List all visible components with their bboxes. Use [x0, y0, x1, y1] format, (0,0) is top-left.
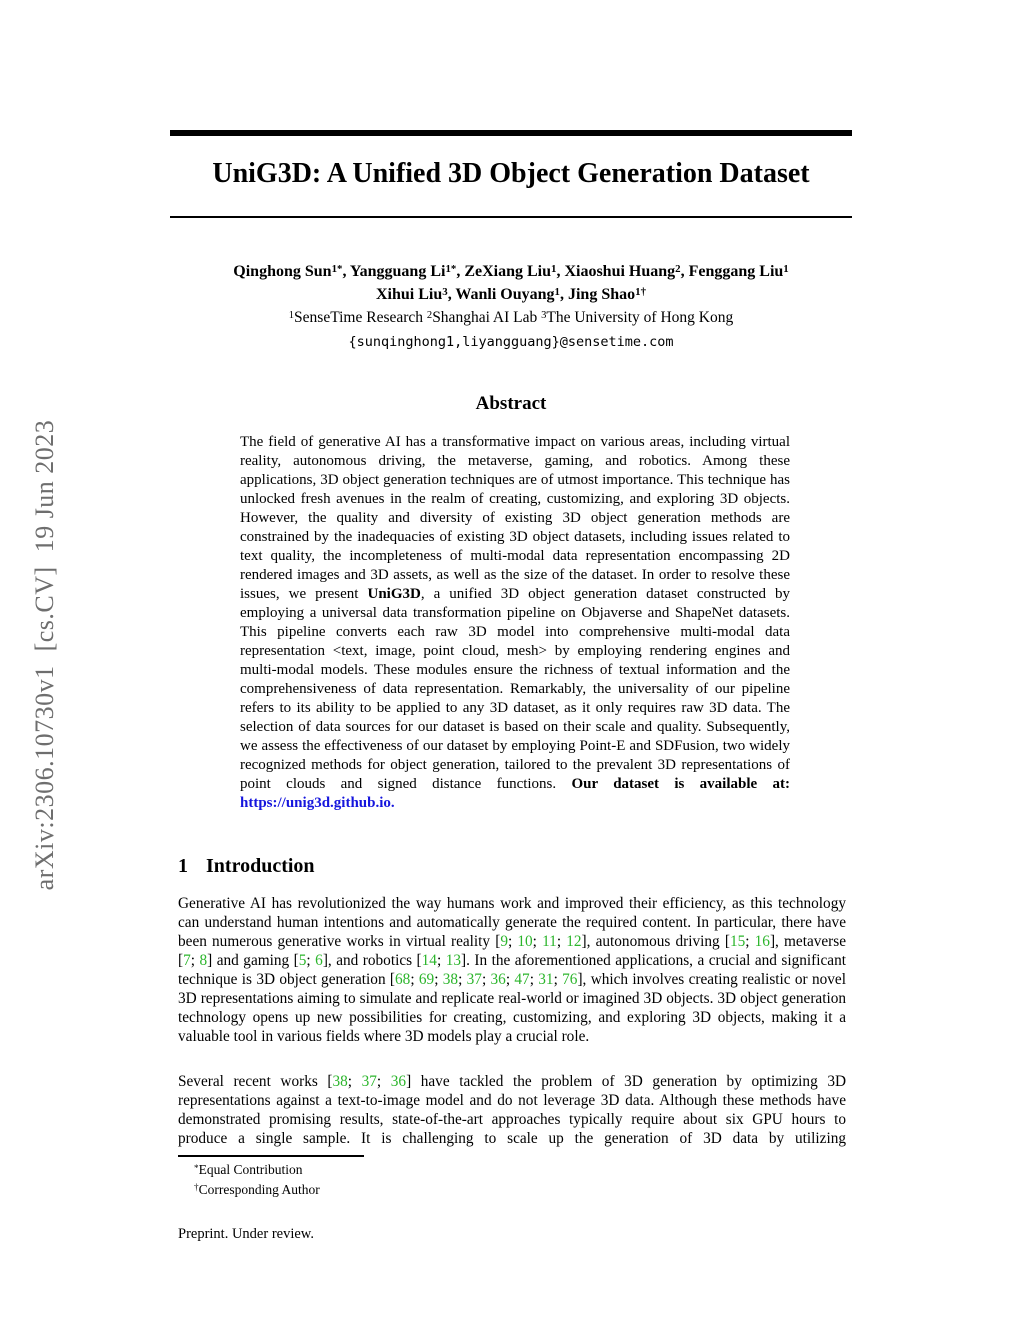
citation-ref[interactable]: 10 — [517, 933, 533, 950]
title-rule-bottom — [170, 216, 852, 218]
title-rule-top — [170, 130, 852, 136]
citation-ref[interactable]: 37 — [361, 1073, 377, 1090]
citation-ref[interactable]: 11 — [542, 933, 557, 950]
citation-ref[interactable]: 12 — [566, 933, 582, 950]
citation-ref[interactable]: 8 — [199, 952, 208, 969]
citation-ref[interactable]: 36 — [490, 971, 506, 988]
footnote-equal-contribution: *Equal Contribution — [194, 1162, 303, 1177]
citation-ref[interactable]: 47 — [514, 971, 530, 988]
citation-ref[interactable]: 68 — [395, 971, 411, 988]
footnote-rule — [178, 1155, 364, 1157]
email-line: {sunqinghong1,liyangguang}@sensetime.com — [348, 334, 674, 350]
dataset-link[interactable]: https://unig3d.github.io. — [240, 795, 395, 811]
citation-ref[interactable]: 13 — [445, 952, 461, 969]
intro-paragraph-2: Several recent works [38; 37; 36] have tackled the problem of 3D generation by optimizing 3D representations against a text-to-image model and do not leverage 3D data. Although these methods have demonstrated promising results, state-of-the-art approaches typically require about six GPU hours to produce a single sample. It is challenging to scale up the generation of 3D data by utilizing — [178, 1073, 847, 1147]
author-block — [130, 261, 892, 353]
citation-ref[interactable]: 37 — [466, 971, 482, 988]
authors-line-1: Qinghong Sun$^{1*}$, Yangguang $Li^{1*}$, ZeXiang Liu$^1$, Xiaoshui Huang$^2$, Fenggang Liu$^1$ — [233, 262, 789, 280]
citation-ref[interactable]: 5 — [298, 952, 307, 969]
page-title: UniG3D: A Unified 3D Object Generation Dataset — [212, 158, 810, 189]
footnote-block — [178, 1161, 678, 1200]
citation-ref[interactable]: 15 — [729, 933, 746, 950]
authors-line-2: Xihui Liu$^3$, Wanli Ouyang$^1$, Jing Shao$^{1\dagger}$ — [375, 285, 646, 303]
preprint-notice: Preprint. Under review. — [178, 1226, 314, 1242]
citation-ref[interactable]: 38 — [442, 971, 459, 988]
citation-ref[interactable]: 36 — [390, 1073, 407, 1090]
citation-ref[interactable]: 31 — [538, 971, 554, 988]
citation-ref[interactable]: 14 — [421, 952, 437, 969]
affiliations-line: $^1$SenseTime Research $^2$Shanghai AI Lab $^3$The University of Hong Kong — [288, 309, 734, 326]
abstract-heading: Abstract — [475, 393, 547, 414]
citation-ref[interactable]: 6 — [315, 952, 323, 969]
abstract-body: The field of generative AI has a transformative impact on various areas, including virtual reality, autonomous driving, the metaverse, gaming, and robotics. Among these applications, 3D object generation techniques are of utmost importance. This technique has unlocked fresh avenues in the realm of creating, customizing, and exploring 3D objects. However, the quality and diversity of existing 3D object generation methods are constrained by the inadequacies of existing 3D object datasets, including issues related to text quality, the incompleteness of multi-modal data representation encompassing 2D rendered images and 3D assets, as well as the size of the dataset. In order to resolve these issues, we present UniG3D, a unified 3D object generation dataset constructed by employing a universal data transformation pipeline on Objaverse and ShapeNet datasets. This pipeline converts each raw 3D model into comprehensive multi-modal data representation <text, image, point cloud, mesh> by employing rendering engines and multi-modal models. These modules ensure the richness of textual information and the comprehensiveness of data representation. Remarkably, the universality of our pipeline refers to its ability to be applied to any 3D dataset, as it only requires raw 3D data. The selection of data sources for our dataset is based on their scale and quality. Subsequently, we assess the effectiveness of our dataset by employing Point-E and SDFusion, two widely recognized methods for object generation, tailored to the prevalent 3D representations of point clouds and signed distance functions. Our dataset is available at: https://unig3d.github.io. — [240, 434, 791, 811]
citation-ref[interactable]: 7 — [183, 952, 191, 969]
section-1-heading — [178, 855, 315, 878]
section-title: Introduction — [206, 855, 315, 877]
citation-ref[interactable]: 69 — [418, 971, 435, 988]
citation-ref[interactable]: 16 — [754, 933, 770, 950]
citation-ref[interactable]: 9 — [500, 933, 508, 950]
citation-ref[interactable]: 38 — [332, 1073, 348, 1090]
intro-paragraph-1: Generative AI has revolutionized the way humans work and improved their efficiency, as this technology can understand human intentions and automatically generate the required content. In particular, there have been numerous generative works in virtual reality [9; 10; 11; 12], autonomous driving [15; 16], metaverse [7; 8] and gaming [5; 6], and robotics [14; 13]. In the aforementioned applications, a crucial and significant technique is 3D object generation [68; 69; 38; 37; 36; 47; 31; 76], which involves creating realistic or novel 3D representations aiming to simulate and replicate real-world or imagined 3D objects. 3D object generation technology opens up new possibilities for creating, customizing, and exploring 3D objects, making it a valuable tool in various fields where 3D models play a crucial role. — [178, 895, 847, 1045]
footnote-corresponding-author: †Corresponding Author — [194, 1181, 320, 1197]
section-number: 1 — [178, 855, 188, 877]
arxiv-watermark: arXiv:2306.10730v1 [cs.CV] 19 Jun 2023 — [30, 419, 59, 891]
citation-ref[interactable]: 76 — [562, 971, 578, 988]
